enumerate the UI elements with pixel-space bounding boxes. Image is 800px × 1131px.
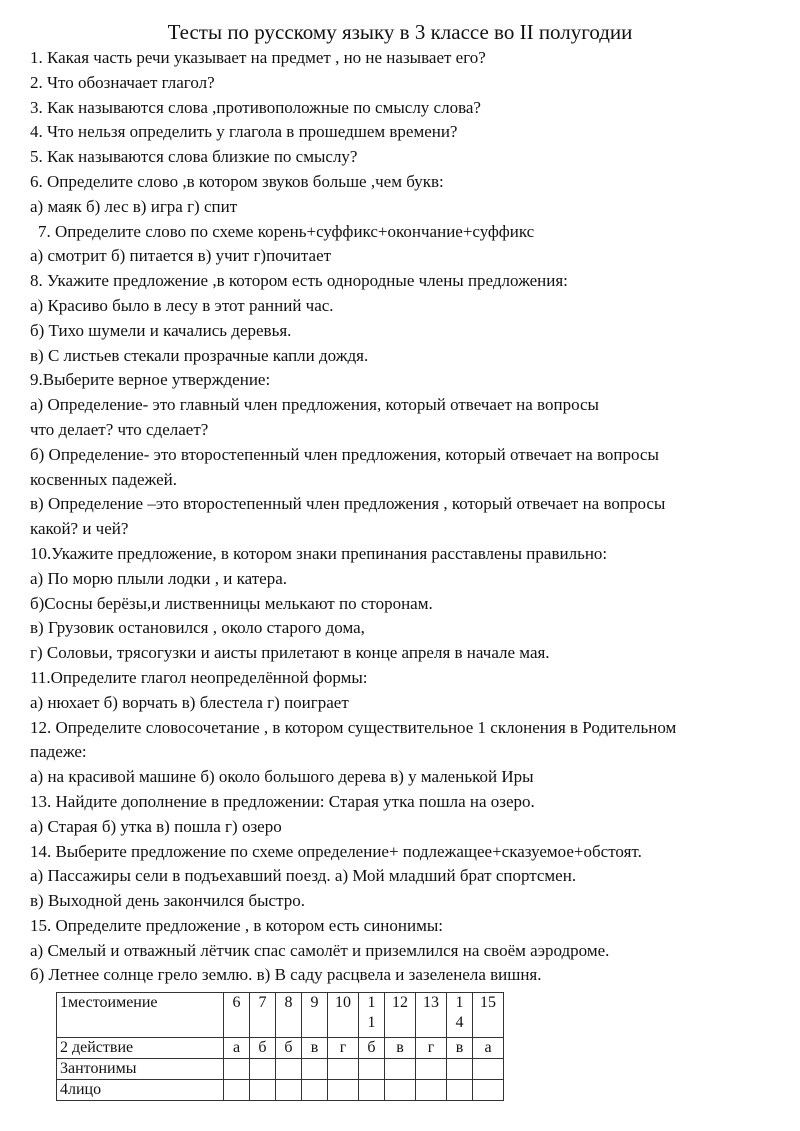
text-line: 6. Определите слово ,в котором звуков больше ,чем букв: [30, 171, 444, 191]
table-cell: 15 [473, 993, 504, 1038]
table-cell: 2 действие [57, 1038, 224, 1059]
table-cell [276, 1059, 302, 1080]
text-line: а) Смелый и отважный лётчик спас самолёт и приземлился на своём аэродроме. [30, 940, 610, 960]
answer-table [56, 992, 504, 1101]
table-cell [447, 993, 473, 1038]
text-line: косвенных падежей. [30, 469, 177, 489]
text-line: 5. Как называются слова близкие по смыслу? [30, 147, 358, 167]
text-line: а) Определение- это главный член предложения, который отвечает на вопросы [30, 395, 599, 415]
table-cell [302, 1059, 328, 1080]
page-title: Тесты по русскому языку в 3 классе во II полугодии [167, 20, 633, 44]
table-row [57, 1059, 504, 1080]
table-cell: б [276, 1038, 302, 1059]
text-line: 9.Выберите верное утверждение: [30, 370, 271, 390]
table-cell [250, 1059, 276, 1080]
text-line: 7. Определите слово по схеме корень+суффикс+окончание+суффикс [38, 221, 535, 241]
table-cell: а [473, 1038, 504, 1059]
table-cell: 3антонимы [57, 1059, 224, 1080]
table-cell: а [224, 1038, 250, 1059]
table-cell [473, 1059, 504, 1080]
table-cell [224, 1080, 250, 1101]
table-cell [447, 1080, 473, 1101]
question-list [30, 46, 790, 988]
text-line: а) По морю плыли лодки , и катера. [30, 568, 288, 588]
text-line: какой? и чей? [30, 519, 129, 539]
text-line: а) нюхает б) ворчать в) блестела г) поиграет [30, 692, 349, 712]
text-line: 2. Что обозначает глагол? [30, 72, 215, 92]
text-line: 10.Укажите предложение, в котором знаки препинания расставлены правильно: [30, 543, 608, 563]
text-line: а) смотрит б) питается в) учит г)почитает [30, 246, 332, 266]
table-cell [302, 1080, 328, 1101]
text-line: б)Сосны берёзы,и лиственницы мелькают по сторонам. [30, 593, 433, 613]
text-line: 13. Найдите дополнение в предложении: Старая утка пошла на озеро. [30, 791, 535, 811]
table-cell [416, 1080, 447, 1101]
table-row [57, 993, 504, 1038]
text-line: 12. Определите словосочетание , в котором существительное 1 склонения в Родительном [30, 717, 677, 737]
table-cell: г [328, 1038, 359, 1059]
table-cell [385, 1080, 416, 1101]
text-line: 3. Как называются слова ,противоположные по смыслу слова? [30, 97, 481, 117]
text-line: а) Красиво было в лесу в этот ранний час. [30, 295, 334, 315]
text-line: а) маяк б) лес в) игра г) спит [30, 196, 238, 216]
table-cell: 10 [328, 993, 359, 1038]
table-cell: 7 [250, 993, 276, 1038]
cell-text: 14 [455, 994, 464, 1031]
table-cell: 4лицо [57, 1080, 224, 1101]
table-cell: в [385, 1038, 416, 1059]
table-cell [328, 1059, 359, 1080]
table-cell: 8 [276, 993, 302, 1038]
text-line: б) Летнее солнце грело землю. в) В саду расцвела и зазеленела вишня. [30, 965, 542, 985]
table-cell: 9 [302, 993, 328, 1038]
table-cell: б [359, 1038, 385, 1059]
text-line: 4. Что нельзя определить у глагола в прошедшем времени? [30, 122, 458, 142]
text-line: в) Определение –это второстепенный член предложения , который отвечает на вопросы [30, 494, 666, 514]
text-line: б) Определение- это второстепенный член предложения, который отвечает на вопросы [30, 444, 659, 464]
text-line: а) Пассажиры сели в подъехавший поезд. а) Мой младший брат спортсмен. [30, 866, 577, 886]
text-line: а) Старая б) утка в) пошла г) озеро [30, 816, 282, 836]
table-cell [250, 1080, 276, 1101]
table-cell: в [302, 1038, 328, 1059]
text-line: 1. Какая часть речи указывает на предмет , но не называет его? [30, 48, 486, 67]
table-cell: г [416, 1038, 447, 1059]
table-cell: 1местоимение [57, 993, 224, 1038]
text-line: 14. Выберите предложение по схеме определение+ подлежащее+сказуемое+обстоят. [30, 841, 642, 861]
text-line: 15. Определите предложение , в котором есть синонимы: [30, 915, 444, 935]
table-cell [276, 1080, 302, 1101]
text-line: падеже: [30, 742, 87, 762]
table-cell [416, 1059, 447, 1080]
table-cell: в [447, 1038, 473, 1059]
table-cell [447, 1059, 473, 1080]
table-cell: б [250, 1038, 276, 1059]
table-cell [473, 1080, 504, 1101]
text-line: в) Грузовик остановился , около старого дома, [30, 618, 365, 638]
table-cell [328, 1080, 359, 1101]
table-cell: 6 [224, 993, 250, 1038]
table-cell: 13 [416, 993, 447, 1038]
table-row [57, 1038, 504, 1059]
text-line: г) Соловьи, трясогузки и аисты прилетают в конце апреля в начале мая. [30, 643, 550, 663]
table-cell [359, 1080, 385, 1101]
text-line: что делает? что сделает? [30, 419, 209, 439]
text-line: б) Тихо шумели и качались деревья. [30, 320, 292, 340]
table-row [57, 1080, 504, 1101]
table-cell [359, 993, 385, 1038]
table-cell [359, 1059, 385, 1080]
text-line: а) на красивой машине б) около большого дерева в) у маленькой Иры [30, 767, 534, 787]
text-line: в) С листьев стекали прозрачные капли дождя. [30, 345, 369, 365]
table-cell [385, 1059, 416, 1080]
text-line: 11.Определите глагол неопределённой формы: [30, 667, 368, 687]
table-cell [224, 1059, 250, 1080]
text-line: 8. Укажите предложение ,в котором есть однородные члены предложения: [30, 271, 568, 291]
text-line: в) Выходной день закончился быстро. [30, 891, 305, 911]
cell-text: 11 [367, 994, 376, 1031]
table-cell: 12 [385, 993, 416, 1038]
